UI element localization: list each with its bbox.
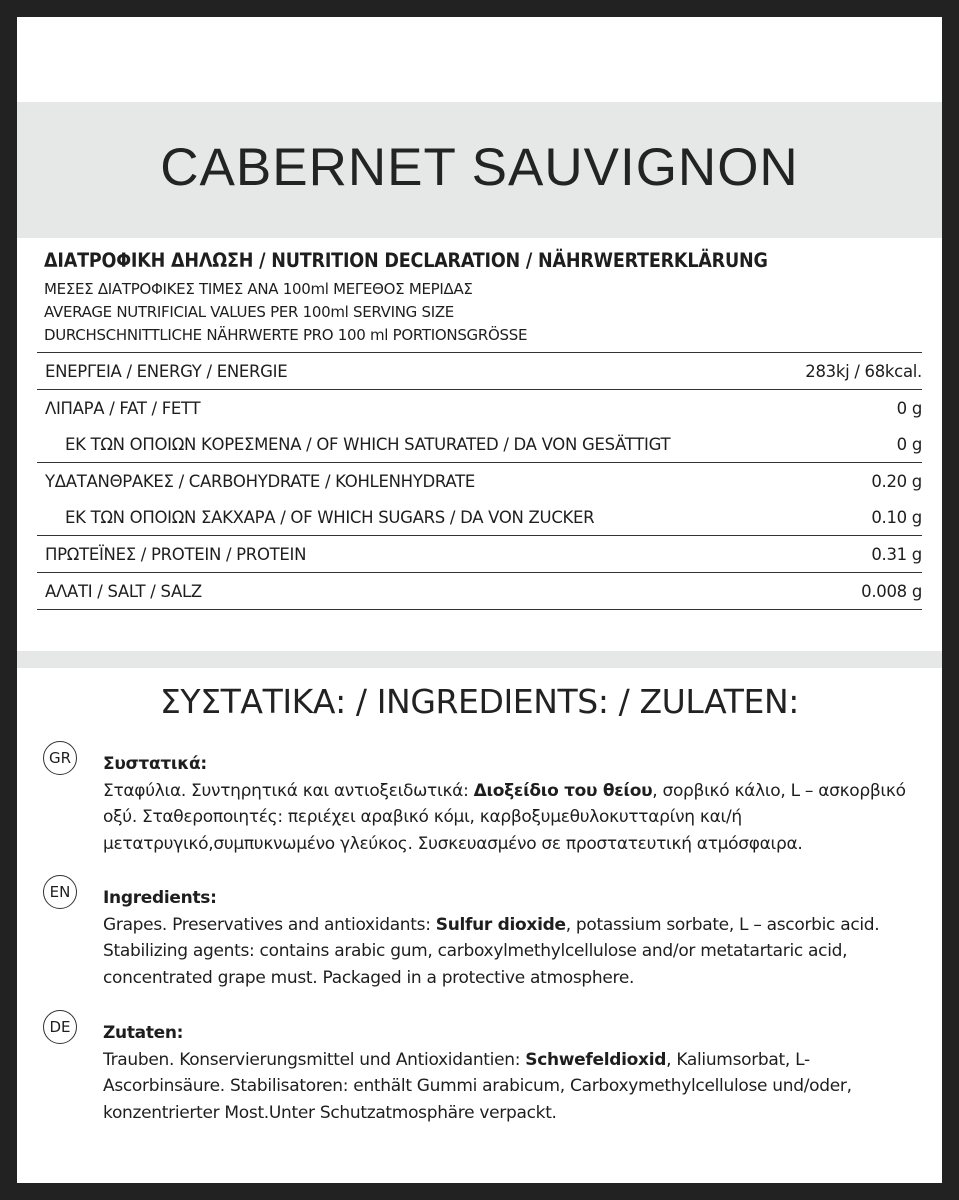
row-value: 0.20 g [871,471,922,491]
nutrition-subtitle-de: DURCHSCHNITTLICHE NÄHRWERTE PRO 100 ml PORTIONSGRÖSSE [44,326,528,344]
ingredients-heading: ΣΥΣΤΑΤΙΚΑ: / INGREDIENTS: / ZULATEN: [159,682,799,721]
ingredients-text-part: , Kaliumsorbat, L-Ascorbinsäure. Stabilisatoren: enthält Gummi arabicum, Carboxymethylcellulose und/oder, konzentrierter Most.Unter Schutzatmosphäre verpackt. [103,1049,852,1123]
nutrition-row-fat [37,390,922,426]
ingredients-text-part: Σταφύλια. Συντηρητικά και αντιοξειδωτικά: [103,780,474,801]
row-label: ΥΔΑΤΑΝΘΡΑΚΕΣ / CARBOHYDRATE / KOHLENHYDRATE [45,471,476,491]
nutrition-row-protein [37,536,922,573]
ingredients-text-part: , σορβικό κάλιο, L – ασκορβικό οξύ. Σταθεροποιητές: περιέχει αραβικό κόμι, καρβοξυμεθυλοκυτταρίνη και/ή μετατρυγικό,συμπυκνωμένο γλεύκος. Συσκευασμένο σε προστατευτική ατμόσφαιρα. [103,780,906,854]
ingredients-text [103,751,913,857]
nutrition-row-carbohydrate [37,463,922,499]
row-label: ΛΙΠΑΡΑ / FAT / FETT [45,398,201,418]
nutrition-subtitle-en: AVERAGE NUTRIFICIAL VALUES PER 100ml SERVING SIZE [44,303,454,321]
allergen-bold: Schwefeldioxid [525,1049,667,1070]
row-label: ΕΚ ΤΩΝ ΟΠΟΙΩΝ ΚΟΡΕΣΜΕΝΑ / OF WHICH SATURATED / DA VON GESÄTTIGT [65,434,671,454]
row-value: 0 g [896,398,922,418]
row-label: ΑΛΑΤΙ / SALT / SALZ [45,581,202,601]
row-label: ΕΚ ΤΩΝ ΟΠΟΙΩΝ ΣΑΚΧΑΡΑ / OF WHICH SUGARS / DA VON ZUCKER [65,507,595,527]
row-label: ΠΡΩΤΕΪΝΕΣ / PROTEIN / PROTEIN [45,544,307,564]
row-value: 283kj / 68kcal. [805,361,922,381]
ingredients-title: Συστατικά: [103,754,207,774]
product-label [17,17,942,1183]
ingredients-title: Ingredients: [103,888,217,908]
language-badge: EN [43,875,77,909]
ingredients-text [103,885,913,991]
nutrition-row-sugars [37,499,922,536]
ingredients-text-part: Grapes. Preservatives and antioxidants: [103,914,436,935]
language-badge: DE [43,1010,77,1044]
row-value: 0 g [896,434,922,454]
allergen-bold: Sulfur dioxide [435,914,566,935]
nutrition-row-energy [37,353,922,390]
ingredients-text-part: , potassium sorbate, L – ascorbic acid. Stabilizing agents: contains arabic gum, carboxylmethylcellulose and/or metatartaric acid, concentrated grape must. Packaged in a protective atmosphere. [103,914,880,988]
row-label: ΕΝΕΡΓΕΙΑ / ENERGY / ENERGIE [45,361,288,381]
ingredients-text [103,1020,913,1126]
divider-band [17,651,942,668]
ingredients-title: Zutaten: [103,1023,184,1043]
nutrition-heading: ΔΙΑΤΡΟΦΙΚΗ ΔΗΛΩΣΗ / NUTRITION DECLARATION / NÄHRWERTERKLÄRUNG [44,249,768,272]
row-value: 0.10 g [871,507,922,527]
row-value: 0.008 g [861,581,922,601]
ingredients-text-part: Trauben. Konservierungsmittel und Antioxidantien: [103,1049,526,1070]
product-title: CABERNET SAUVIGNON [160,138,799,197]
allergen-bold: Διοξείδιο του θείου [473,780,653,801]
nutrition-table [37,352,922,610]
language-badge: GR [43,741,77,775]
nutrition-row-saturated [37,426,922,463]
nutrition-row-salt [37,573,922,610]
row-value: 0.31 g [871,544,922,564]
nutrition-subtitle-gr: ΜΕΣΕΣ ΔΙΑΤΡΟΦΙΚΕΣ ΤΙΜΕΣ ΑΝΑ 100ml ΜΕΓΕΘΟΣ ΜΕΡΙΔΑΣ [44,280,473,298]
nutrition-section [37,243,922,610]
